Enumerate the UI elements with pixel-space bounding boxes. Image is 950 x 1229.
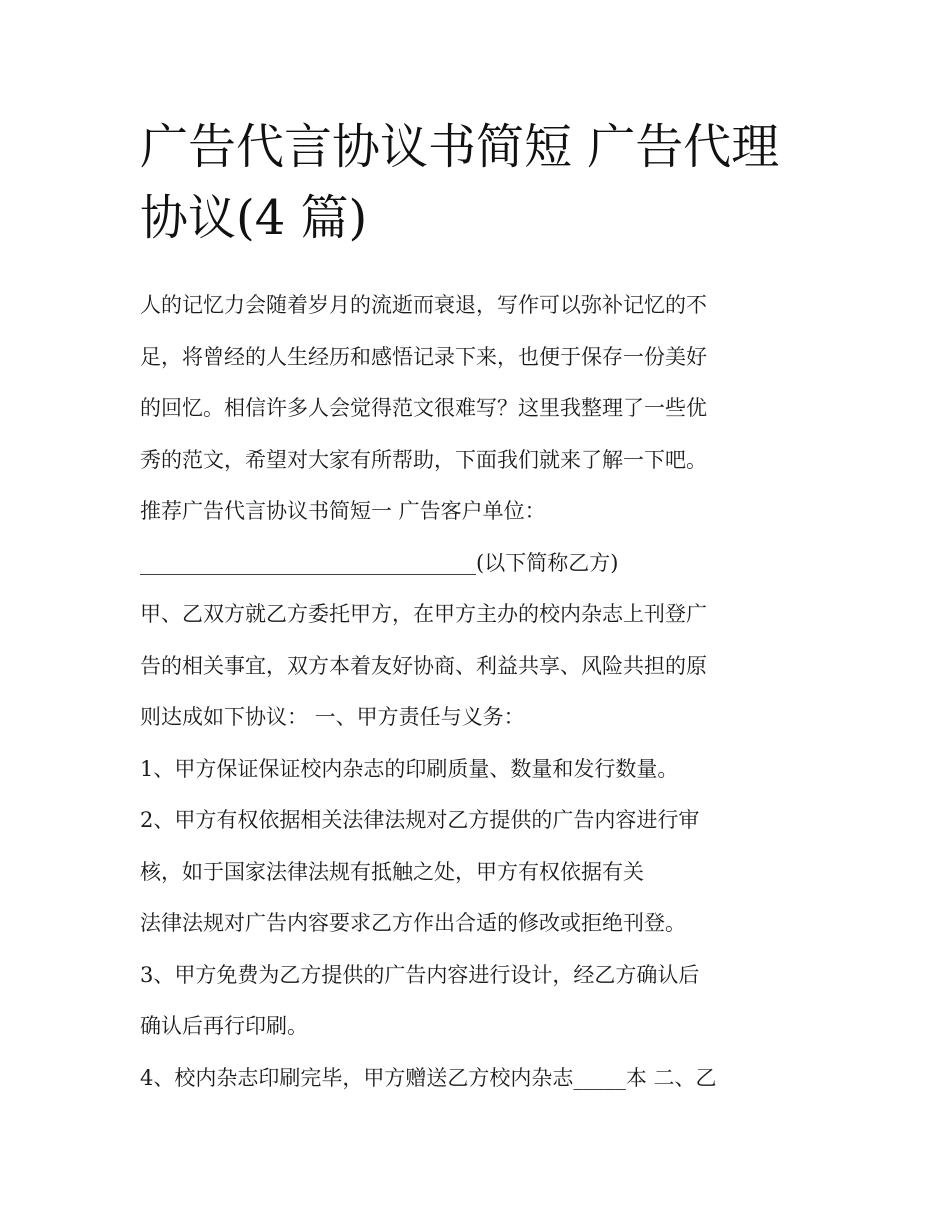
text-line: ________________________________(以下简称乙方): [140, 550, 619, 575]
text-line: 的回忆。相信许多人会觉得范文很难写？这里我整理了一些优: [140, 396, 707, 420]
text-line: 告的相关事宜，双方本着友好协商、利益共享、风险共担的原: [140, 653, 707, 678]
document-title: [140, 112, 830, 254]
document-body: [140, 280, 840, 1104]
text-line: 人的记忆力会随着岁月的流逝而衰退，写作可以弥补记忆的不: [140, 293, 707, 317]
text-line: 则达成如下协议： 一、甲方责任与义务：: [140, 705, 525, 729]
text-line: 推荐广告代言协议书简短一 广告客户单位：: [140, 499, 546, 523]
text-line: 甲、乙双方就乙方委托甲方，在甲方主办的校内杂志上刊登广: [140, 602, 707, 626]
title-line-2: 协议(4 篇): [140, 190, 368, 246]
text-line: 秀的范文，希望对大家有所帮助，下面我们就来了解一下吧。: [140, 447, 707, 472]
text-line: 核，如于国家法律法规有抵触之处，甲方有权依据有关: [140, 859, 644, 884]
text-line: 2、甲方有权依据相关法律法规对乙方提供的广告内容进行审: [140, 808, 700, 832]
text-line: 法律法规对广告内容要求乙方作出合适的修改或拒绝刊登。: [140, 911, 686, 935]
title-line-1: 广告代言协议书简短 广告代理: [140, 119, 780, 175]
text-line: 确认后再行印刷。: [140, 1014, 308, 1038]
text-line: 3、甲方免费为乙方提供的广告内容进行设计，经乙方确认后: [140, 962, 700, 987]
text-line: 1、甲方保证保证校内杂志的印刷质量、数量和发行数量。: [140, 756, 679, 781]
text-line: 足，将曾经的人生经历和感悟记录下来，也便于保存一份美好: [140, 344, 707, 369]
text-line: 4、校内杂志印刷完毕，甲方赠送乙方校内杂志_____本 二、乙: [140, 1065, 717, 1090]
